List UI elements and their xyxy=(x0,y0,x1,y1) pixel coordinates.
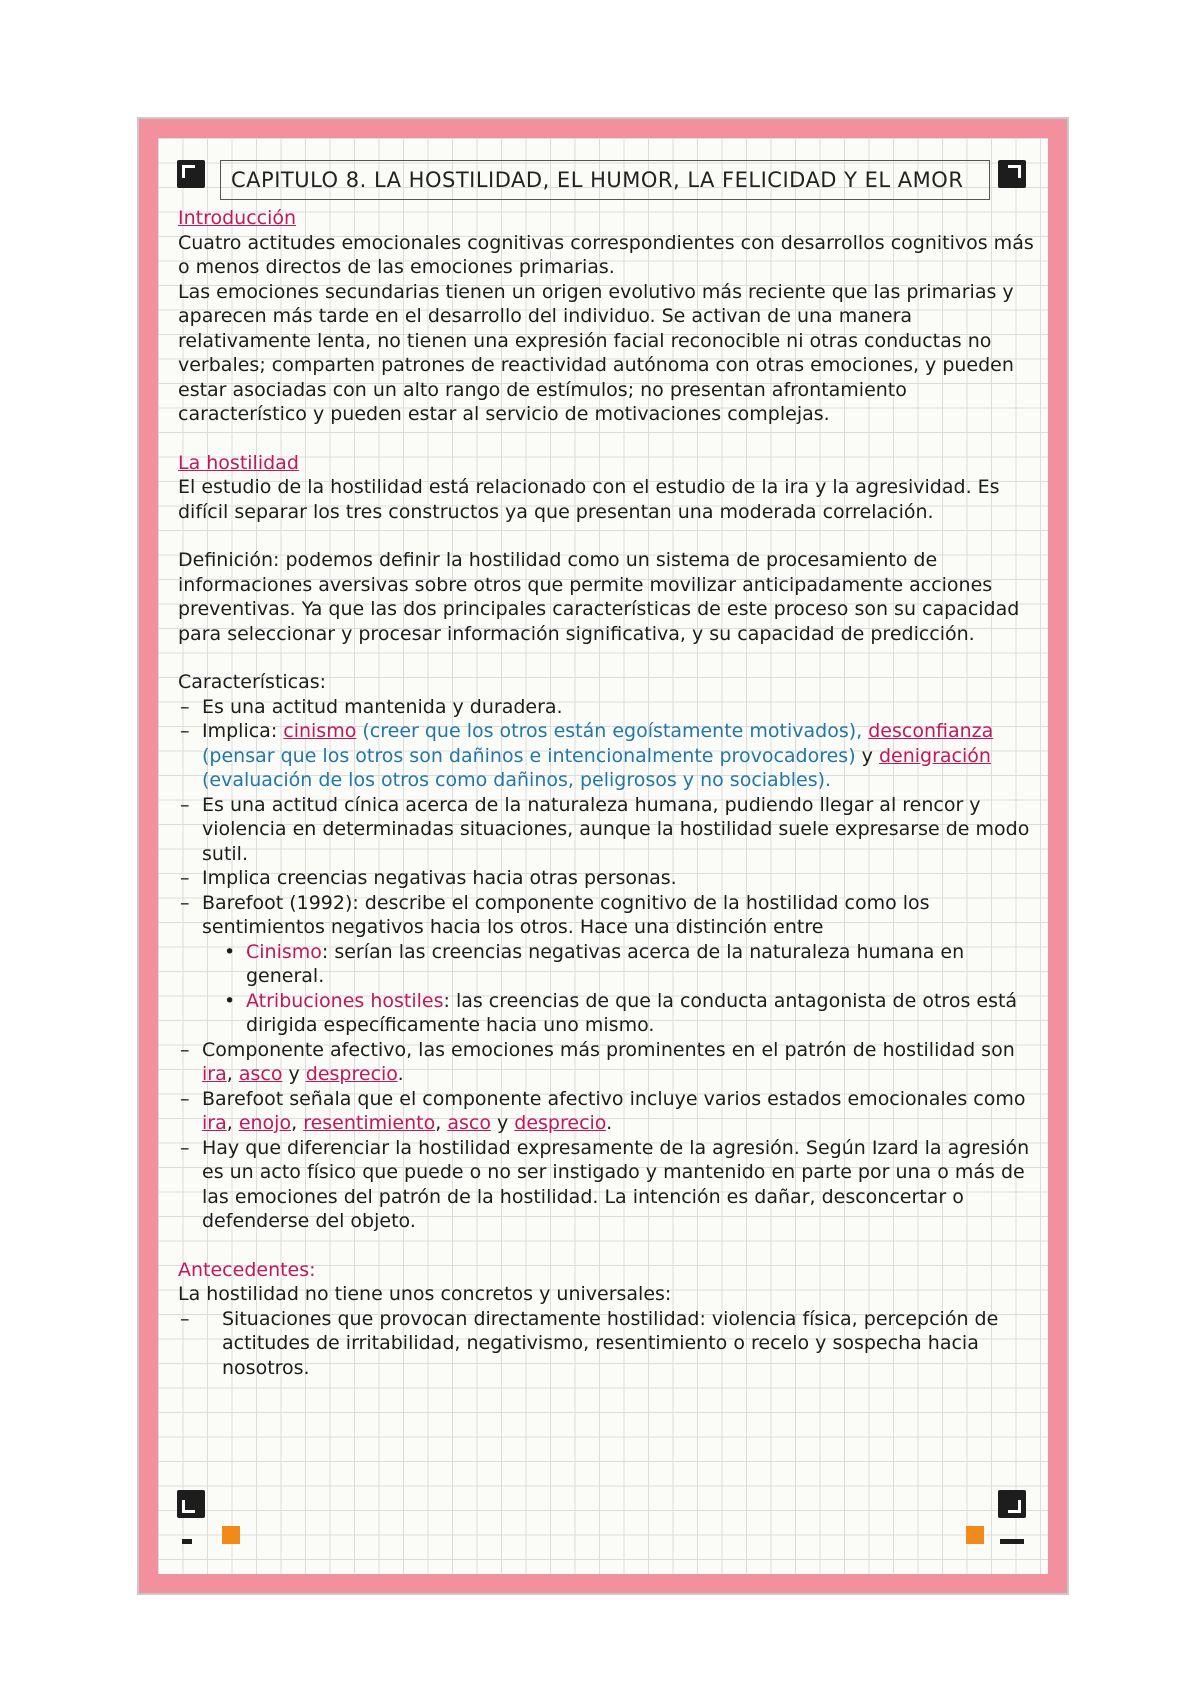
sep: , xyxy=(226,1063,239,1085)
list-item xyxy=(178,940,1038,989)
intro-paragraph-1: Cuatro actitudes emocionales cognitivas correspondientes con desarrollos cognitivos más o menos directos de las emociones primarias. xyxy=(178,231,1034,278)
def-denigracion: (evaluación de los otros como dañinos, peligrosos y no sociables). xyxy=(202,769,832,791)
sub-label-cinismo: Cinismo xyxy=(246,940,322,963)
page-marker-left-dash-icon xyxy=(182,1539,192,1544)
orange-marker-right-icon xyxy=(966,1526,984,1544)
list-item: – Implica creencias negativas hacia otras personas. xyxy=(178,866,1038,891)
hostilidad-paragraph: El estudio de la hostilidad está relacionado con el estudio de la ira y la agresividad. Es difícil separar los tres constructos ya que presentan una moderada correlación. xyxy=(178,476,1000,523)
sub-text-atribuciones: : las creencias de que la conducta antagonista de otros está dirigida específicamente hacia uno mismo. xyxy=(246,989,1018,1036)
list-item: – Es una actitud mantenida y duradera. xyxy=(178,695,1038,720)
term-desprecio: desprecio xyxy=(305,1063,398,1085)
sep: , xyxy=(291,1112,304,1134)
caracteristicas-list xyxy=(178,695,1038,940)
list-item: – Hay que diferenciar la hostilidad expresamente de la agresión. Según Izard la agresión es un acto físico que puede o no ser instigado y mantenido en parte por una o más de las emociones del patrón de la hostilidad. La intención es dañar, desconcertar o defenderse del objeto. xyxy=(178,1136,1038,1234)
term-cinismo: cinismo xyxy=(283,720,357,742)
def-cinismo: (creer que los otros están egoístamente motivados), xyxy=(356,720,863,742)
list-item: – Situaciones que provocan directamente hostilidad: violencia física, percepción de actitudes de irritabilidad, negativismo, resentimiento o recelo y sospecha hacia nosotros. xyxy=(178,1307,1038,1381)
page-frame xyxy=(137,117,1069,1595)
term-denigracion: denigración xyxy=(878,744,991,767)
list-item xyxy=(178,1087,1038,1136)
sep: . xyxy=(397,1063,404,1085)
intro-heading: Introducción xyxy=(178,207,297,229)
sep: y xyxy=(282,1063,306,1085)
barefoot-lead: Barefoot señala que el componente afectivo incluye varios estados emocionales como xyxy=(202,1087,1026,1110)
sub-label-atribuciones: Atribuciones hostiles xyxy=(246,989,444,1012)
caracteristicas-heading: Características: xyxy=(178,671,327,693)
page-marker-right-dash-icon xyxy=(1000,1539,1024,1544)
definicion-label: Definición: xyxy=(178,549,280,571)
definicion-text: podemos definir la hostilidad como un sistema de procesamiento de informaciones aversivas sobre otros que permite movilizar anticipadamente acciones preventivas. Ya que las dos principales características de este proceso son su capacidad para seleccionar y procesar información significativa, y su capacidad de predicción. xyxy=(178,549,1020,645)
term-asco: asco xyxy=(238,1063,283,1085)
corner-marker-top-right-icon xyxy=(998,160,1026,188)
sep: , xyxy=(226,1112,239,1134)
list-item: – Barefoot (1992): describe el componente cognitivo de la hostilidad como los sentimientos negativos hacia los otros. Hace una distinción entre xyxy=(178,891,1038,940)
sub-text-cinismo: : serían las creencias negativas acerca de la naturaleza humana en general. xyxy=(246,940,965,987)
intro-section xyxy=(178,206,1038,427)
list-item: – Es una actitud cínica acerca de la naturaleza humana, pudiendo llegar al rencor y violencia en determinadas situaciones, aunque la hostilidad suele expresarse de modo sutil. xyxy=(178,793,1038,867)
orange-marker-left-icon xyxy=(222,1526,240,1544)
antecedentes-list xyxy=(178,1307,1038,1381)
implica-lead: Implica: xyxy=(202,720,284,742)
list-item xyxy=(178,719,1038,793)
term-ira: ira xyxy=(202,1112,227,1134)
barefoot-sublist xyxy=(178,940,1038,1038)
caracteristicas-list-2 xyxy=(178,1038,1038,1234)
term-asco: asco xyxy=(447,1112,491,1134)
antecedentes-heading: Antecedentes: xyxy=(178,1258,316,1281)
def-desconfianza: (pensar que los otros son dañinos e intencionalmente provocadores) xyxy=(202,744,856,767)
grid-paper-sheet xyxy=(158,138,1048,1574)
corner-marker-bottom-right-icon xyxy=(998,1490,1026,1518)
term-resentimiento: resentimiento xyxy=(303,1112,436,1134)
term-ira: ira xyxy=(202,1063,227,1085)
sep: . xyxy=(606,1112,613,1134)
list-item xyxy=(178,1038,1038,1087)
notes-content xyxy=(178,206,1038,1380)
antecedentes-paragraph: La hostilidad no tiene unos concretos y universales: xyxy=(178,1283,672,1305)
term-enojo: enojo xyxy=(238,1112,292,1134)
chapter-title: CAPITULO 8. LA HOSTILIDAD, EL HUMOR, LA FELICIDAD Y EL AMOR xyxy=(220,160,990,200)
antecedentes-section xyxy=(178,1258,1038,1381)
corner-marker-top-left-icon xyxy=(177,160,205,188)
intro-paragraph-2: Las emociones secundarias tienen un origen evolutivo más reciente que las primarias y aparecen más tarde en el desarrollo del individuo. Se activan de una manera relativamente lenta, no tienen una expresión facial reconocible ni otras conductas no verbales; comparten patrones de reactividad autónoma con otras emociones, y pueden estar asociadas con un alto rango de estímulos; no presentan afrontamiento característico y pueden estar al servicio de motivaciones complejas. xyxy=(178,280,1014,425)
definicion-paragraph xyxy=(178,548,1038,646)
sep: y xyxy=(490,1112,515,1134)
corner-marker-bottom-left-icon xyxy=(177,1490,205,1518)
implica-connector: y xyxy=(855,744,879,767)
hostilidad-heading: La hostilidad xyxy=(178,451,299,474)
term-desconfianza: desconfianza xyxy=(868,720,994,742)
term-desprecio: desprecio xyxy=(514,1112,607,1134)
hostilidad-section xyxy=(178,451,1038,525)
caracteristicas-section xyxy=(178,670,1038,1234)
list-item xyxy=(178,989,1038,1038)
sep: , xyxy=(435,1112,448,1134)
afectivo-lead: Componente afectivo, las emociones más prominentes en el patrón de hostilidad son xyxy=(202,1038,1015,1061)
